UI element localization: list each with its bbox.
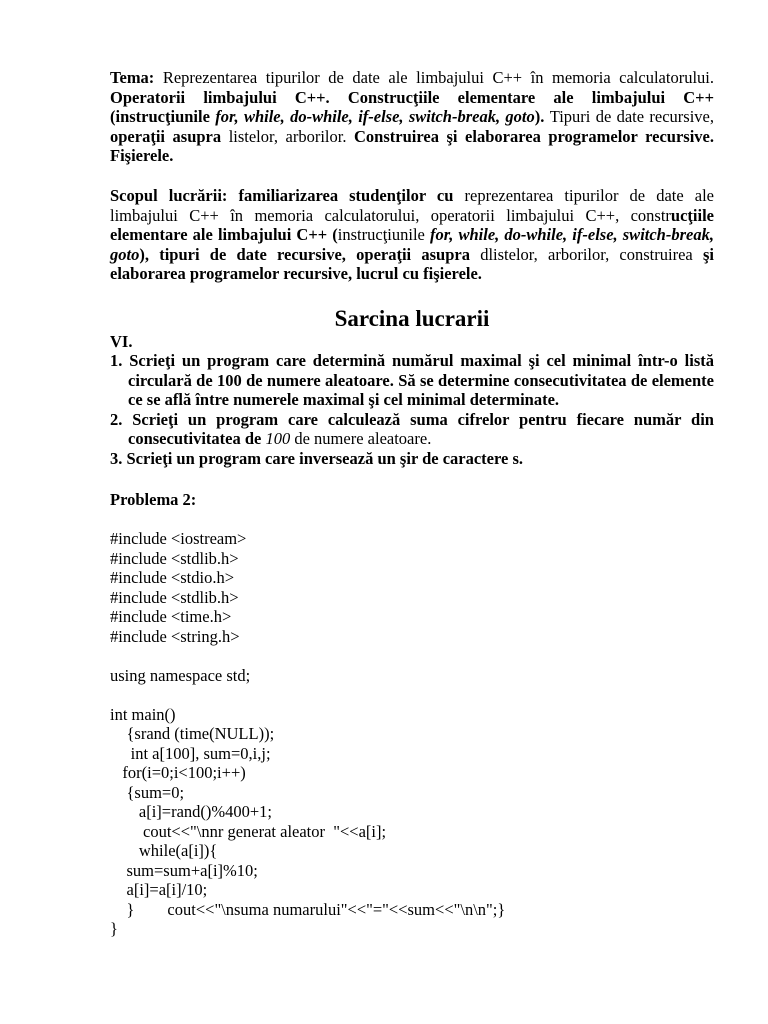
code-line: while(a[i]){ [110,841,218,860]
purpose-paragraph [110,186,714,284]
code-line: a[i]=a[i]/10; [110,880,208,899]
variant-label: VI. [110,332,133,351]
code-line [110,685,505,705]
theme-text-2: Operatorii limbajului C++. Construcţiile elementare ale limbajului C++ (instrucţiunile [110,87,714,126]
task-item-3: 3. Scrieţi un program care inversează un şir de caractere s. [110,448,524,468]
purpose-text-7: dlistelor, arborilor, construirea [480,244,703,264]
purpose-text-1: : familiarizarea studenţilor cu [221,186,465,205]
code-line: } [110,919,118,938]
code-line: int main() [110,704,176,724]
code-line: } cout<<"\nsuma numarului"<<"="<<sum<<"\n\n";} [110,899,506,919]
task-item-1: 1. Scrieţi un program care determină numărul maximal şi cel minimal într-o listă circulară de 100 de numere aleatoare. Să se determine consecutivitatea de elemente ce se află între numerele maximal şi cel minimal determinate. [110,351,714,409]
task-2-count: 100 [265,429,291,448]
theme-text-5: Tipuri de date recursive, [549,107,714,126]
code-line: #include <stdlib.h> [110,587,239,607]
purpose-label: Scopul lucrării [110,186,222,205]
purpose-text-2: reprezentarea tipurilor de date ale limbajului C++ în memoria calculatorului, operatorii limbajului C++, constr [110,186,714,225]
code-line [110,646,505,666]
code-line: a[i]=rand()%400+1; [110,802,273,821]
code-line: for(i=0;i<100;i++) [110,763,246,782]
code-line: #include <stdlib.h> [110,548,239,568]
code-line: {sum=0; [110,782,185,802]
purpose-instructions: for, while, do-while, if-else, switch-break, goto [110,225,714,264]
theme-text-8: Construirea şi elaborarea programelor recursive. Fişierele. [110,126,714,165]
task-item-2 [110,410,714,449]
theme-paragraph [110,68,714,166]
code-line: #include <time.h> [110,607,232,626]
code-line: int a[100], sum=0,i,j; [110,743,271,763]
purpose-text-4: instrucţiunile [337,225,430,244]
code-line: #include <iostream> [110,529,247,548]
theme-text-1: Reprezentarea tipurilor de date ale limbajului C++ în memoria calculatorului. [154,68,714,87]
code-line: sum=sum+a[i]%10; [110,860,258,880]
code-line: cout<<"\nnr generat aleator "<<a[i]; [110,821,387,841]
problem-heading: Problema 2: [110,490,197,509]
task-2-text-c: de numere aleatoare. [290,429,432,448]
task-list [110,351,714,468]
purpose-text-8: şi elaborarea programelor recursive, lucrul cu fişierele. [110,244,714,283]
section-title: Sarcina lucrarii [334,306,490,331]
code-line: #include <string.h> [110,626,240,646]
code-line: using namespace std; [110,665,251,685]
purpose-text-6: ), tipuri de date recursive, operaţii asupra [139,244,481,264]
theme-text-7: listelor, arborilor. [228,126,355,146]
code-listing [110,529,505,939]
theme-instructions: for, while, do-while, if-else, switch-break, goto [215,107,535,126]
purpose-text-3: ucţiile elementare ale limbajului C++ ( [110,205,714,244]
task-2-text-a: 2. Scrieţi un program care calculează suma cifrelor pentru fiecare număr din consecutivitatea de [110,409,714,448]
code-line: {srand (time(NULL)); [110,724,275,743]
theme-text-6: operaţii asupra [110,126,229,146]
theme-text-4: ). [534,107,550,126]
code-line: #include <stdio.h> [110,568,235,587]
theme-label: Tema: [110,68,155,87]
